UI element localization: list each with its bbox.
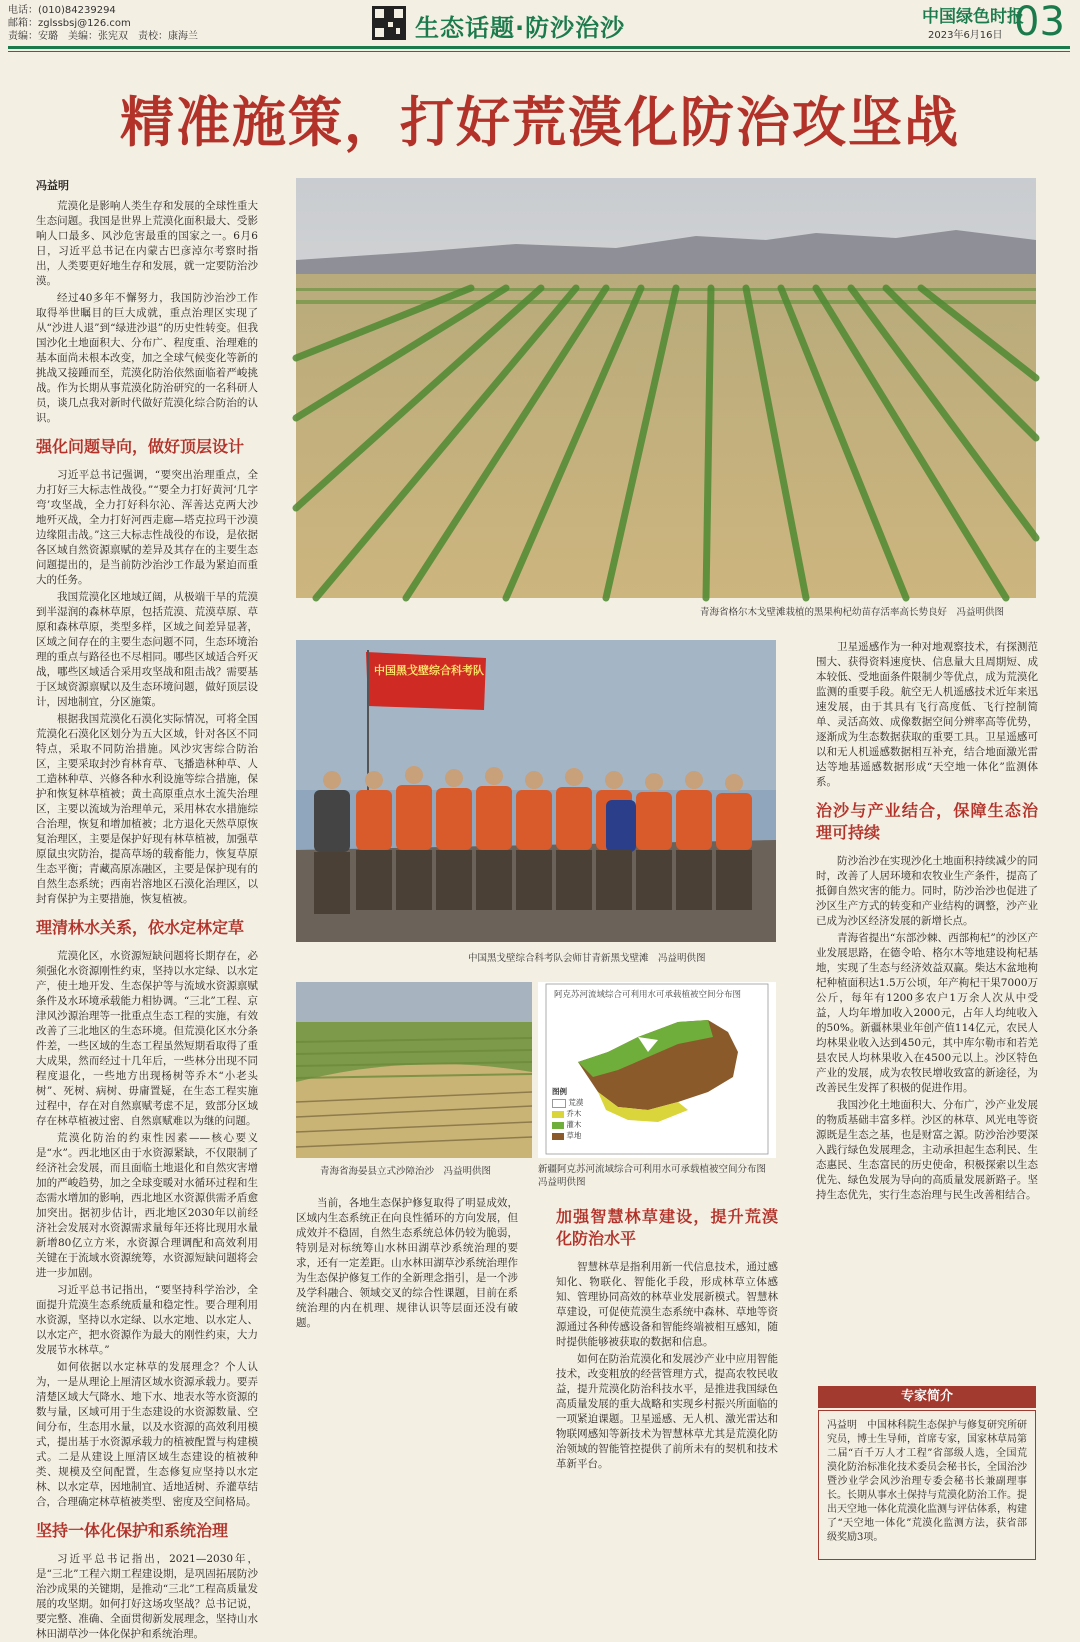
paragraph: 我国荒漠化区地域辽阔，从极端干旱的荒漠到半湿润的森林草原，包括荒漠、荒漠草原、草原和森林草原，类型多样，区域之间差异显著，区域之间存在的主要生态问题不同，生态环境治理的重点与路径也不尽相同。哪些区域适合歼灭战，哪些区域适合采用攻坚战和阻击战？需要基于区域资源禀赋以及生态环境问题，做好顶层设计，因地制宜，分区施策。	[36, 591, 258, 708]
paragraph: 如何依据以水定林草的发展理念？个人认为，一是从理论上厘清区域水资源承载力。要弄清楚区域大气降水、地下水、地表水等水资源的数与量，区域可用于生态建设的水资源数量、空间分布，生态用水量，以及水资源的高效利用模式，提出基于水资源承载力的植被配置与构建模式。二是从建设上厘清区域生态建设的植被种类、规模及空间配置，生态修复应坚持以水定林、以水定草，因地制宜、适地适树、乔灌草结合，合理确定林草植被类型、密度及空间格局。	[36, 1361, 258, 1508]
map-legend	[552, 1086, 610, 1141]
photo-caption: 青海省格尔木戈壁滩栽植的黑果枸杞幼苗存活率高长势良好 冯益明供图	[700, 607, 1005, 618]
paragraph: 习近平总书记指出，“要坚持科学治沙，全面提升荒漠生态系统质量和稳定性。要合理利用水资源，坚持以水定绿、以水定地、以水定人、以水定产，把水资源作为最大的刚性约束，大力发展节水林草。”	[36, 1284, 258, 1356]
photo-caption: 新疆阿克苏河流域综合可利用水可承载植被空间分布图 冯益明供图	[538, 1164, 776, 1188]
text-column-3	[556, 1196, 778, 1566]
photo-sand-barrier	[296, 982, 532, 1158]
email: 邮箱：zglssbsj@126.com	[8, 18, 131, 29]
photo-goji-field	[296, 178, 1036, 598]
headline: 精准施策，打好荒漠化防治攻坚战	[120, 90, 960, 154]
text-column-2	[296, 1196, 518, 1566]
paragraph: 荒漠化区，水资源短缺问题将长期存在，必须强化水资源刚性约束，坚持以水定绿、以水定产，使土地开发、生态保护等与流域水资源禀赋条件及水环境承载能力相协调。“三北”工程、京津风沙源治理等一批重点生态工程的实施，有效改善了三北地区的生态环境。但荒漠化区水分条件差，一些区域的生态工程虽然短期看取得了重大成果，然而经过十几年后，一些林分出现不同程度退化，一些地方出现杨树等乔木“小老头树”、死树、病树、毋庸置疑，在生态工程实施过程中，存在对自然禀赋考虑不足，致部分区域存在林草植被过密、自然禀赋难以为继的问题。	[36, 950, 258, 1127]
paragraph: 经过40多年不懈努力，我国防沙治沙工作取得举世瞩目的巨大成就，重点治理区实现了从“沙进人退”到“绿进沙退”的历史性转变。但我国沙化土地面积大、分布广、程度重、治理难的基本面尚未根本改变，加之全球气候变化等新的挑战又接踵而至，荒漠化防治依然面临着严峻挑战。作为长期从事荒漠化防治研究的一名科研人员，谈几点我对新时代做好荒漠化综合防治的认识。	[36, 292, 258, 424]
map-title: 阿克苏河流域综合可利用水可承载植被空间分布图	[554, 990, 742, 1000]
legend-item	[552, 1108, 610, 1119]
paragraph: 我国沙化土地面积大、分布广，沙产业发展的物质基础丰富多样。沙区的林草、风光电等资源既是生态之基，也是财富之源。防沙治沙要深入践行绿色发展理念，主动承担起生态利民、生态惠民、生态富民的历史使命，积极探索以生态优先、绿色发展为导向的高质量发展新路子。坚持生态优先，实行生态治理与民生改善相结合。	[816, 1099, 1038, 1201]
section-title: 生态话题·防沙治沙	[415, 14, 626, 42]
legend-label: 乔木	[566, 1109, 582, 1118]
subheading: 加强智慧林草建设，提升荒漠化防治水平	[556, 1207, 778, 1248]
paragraph: 卫星遥感作为一种对地观察技术，有探测范围大、获得资料速度快、信息量大且周期短、成本较低、受地面条件限制少等优点，成为荒漠化监测的重要手段。航空无人机遥感技术近年来迅速发展，由于其具有飞行高度低、飞行控制简单、灵活高效、成像数据空间分辨率高等优势，逐渐成为生态数据获取的重要工具。卫星遥感可以和无人机遥感数据相互补充，结合地面激光雷达等地基遥感数据形成“天空地一体化”监测体系。	[816, 641, 1038, 788]
text-column-4	[816, 640, 1038, 1380]
masthead-info	[8, 4, 198, 43]
issue-date: 2023年6月16日	[928, 30, 1003, 41]
paragraph: 当前，各地生态保护修复取得了明显成效，区域内生态系统正在向良性循环的方向发展，但成效并不稳固，自然生态系统总体仍较为脆弱，特别是对标统筹山水林田湖草沙系统治理的要求，还有一定差距。山水林田湖草沙系统治理作为生态保护修复工作的全新理念指引，是一个涉及学科融合、领域交叉的综合性课题，目前在系统治理的内在机理、规律认识等层面还没有破题。	[296, 1197, 518, 1329]
qr-code-icon	[372, 6, 406, 40]
legend-label: 灌木	[566, 1120, 582, 1129]
legend-label: 荒漠	[568, 1098, 584, 1107]
author: 冯益明	[36, 179, 69, 192]
photo-caption: 青海省海晏县立式沙障治沙 冯益明供图	[320, 1166, 492, 1177]
header-rule	[8, 46, 1070, 49]
legend-item	[552, 1130, 610, 1141]
subheading: 理清林水关系，依水定林定草	[36, 918, 245, 937]
paragraph: 习近平总书记强调，“要突出治理重点，全力打好三大标志性战役。”“要全力打好黄河‘几字弯’攻坚战，全力打好科尔沁、浑善达克两大沙地歼灭战，全力打好河西走廊—塔克拉玛干沙漠边缘阻击战。”这三大标志性战役的布设，是依据各区域自然资源禀赋的差异及其存在的主要生态问题提出的，是当前防沙治沙工作最为紧迫而重大的任务。	[36, 469, 258, 586]
legend-item	[552, 1119, 610, 1130]
flag-text: 中国黑戈壁综合科考队	[374, 664, 484, 677]
subheading: 强化问题导向，做好顶层设计	[36, 437, 245, 456]
phone: 电话：(010)84239294	[8, 5, 116, 16]
paragraph: 根据我国荒漠化石漠化实际情况，可将全国荒漠化石漠化区划分为五大区域，针对各区不同特点，采取不同防治措施。风沙灾害综合防治区，主要采取封沙育林育草、飞播造林种草、人工造林种草、兴修各种水利设施等综合措施，保护和恢复林草植被；黄土高原重点水土流失治理区，主要以流域为治理单元，采用林农水措施综合治理，恢复和增加植被；北方退化天然草原恢复治理区，主要是保护好现有林草植被，加强草原鼠虫灾防治，提高草场的载畜能力，恢复草原生态平衡；青藏高原冻融区，主要是保护现有的自然生态系统；西南岩溶地区石漠化治理区，以封育保护为主要措施，恢复植被。	[36, 713, 258, 905]
subheading: 治沙与产业结合，保障生态治理可持续	[816, 801, 1038, 842]
paragraph: 防沙治沙在实现沙化土地面积持续减少的同时，改善了人居环境和农牧业生产条件，提高了抵御自然灾害的能力。同时，防沙治沙也促进了沙区生产方式的转变和产业结构的调整，沙产业已成为沙区经济发展的新增长点。	[816, 855, 1038, 927]
legend-item	[552, 1097, 610, 1108]
paragraph: 青海省提出“东部沙棘、西部枸杞”的沙区产业发展思路，在德令哈、格尔木等地建设枸杞基地，实现了生态与经济效益双赢。柴达木盆地枸杞种植面积达1.5万公顷，年产枸杞干果7000万公斤，每年有1200多农户1万余人次从中受益，人均年增加收入2000元，占年人均纯收入的50%。新疆林果业年创产值114亿元，农民人均林果业收入达到450元，其中库尔勒市和若羌县农民人均林果收入在4500元以上。沙区特色产业的发展，成为农牧民增收致富的新途径，为改善民生发挥了积极的促进作用。	[816, 932, 1038, 1094]
legend-title: 图例	[552, 1087, 567, 1096]
editors: 责编：安璐 美编：张宪双 责校：康海兰	[8, 31, 198, 42]
paper-name: 中国绿色时报	[922, 7, 1024, 27]
paragraph: 荒漠化防治的约束性因素——核心要义是“水”。西北地区由于水资源紧缺，不仅限制了经济社会发展，而且面临土地退化和自然灾害增加的严峻趋势，加之全球变暖对水循环过程和生态需水增加的影响，西北地区水资源供需矛盾愈加突出。据初步估计，西北地区2030年以前经济社会发展对水资源需求量每年还将比现用水量新增80亿立方米，水资源合理调配和高效利用关键在于流域水资源统筹，水资源短缺问题将会进一步加剧。	[36, 1132, 258, 1279]
expert-bio: 冯益明 中国林科院生态保护与修复研究所研究员，博士生导师，首席专家，国家林草局第二届“百千万人才工程”省部级人选，全国荒漠化防治标准化技术委员会秘书长，全国治沙暨沙业学会风沙治理专委会秘书长兼副理事长。长期从事水土保持与荒漠化防治工作。提出天空地一体化荒漠化监测与评估体系，构建了“天空地一体化”荒漠化监测方法，获省部级奖励3项。	[818, 1410, 1036, 1560]
legend-label: 草地	[566, 1131, 582, 1140]
subheading: 坚持一体化保护和系统治理	[36, 1521, 229, 1540]
page-number: 03	[1014, 0, 1065, 45]
photo-caption: 中国黑戈壁综合科考队会师甘青新黑戈壁滩 冯益明供图	[468, 953, 706, 964]
text-column-1	[36, 178, 258, 1640]
photo-expedition-team	[296, 640, 776, 942]
expert-heading: 专家简介	[818, 1386, 1036, 1408]
paragraph: 智慧林草是指利用新一代信息技术，通过感知化、物联化、智能化手段，形成林草立体感知、管理协同高效的林草业发展新模式。智慧林草建设，可促使荒漠生态系统中森林、草地等资源通过各种传感设备和智能终端被相互感知，随时提供能够被获取的数据和信息。	[556, 1261, 778, 1348]
paragraph: 习近平总书记指出，2021—2030年，是“三北”工程六期工程建设期，是巩固拓展防沙治沙成果的关键期，是推动“三北”工程高质量发展的攻坚期。如何打好这场攻坚战？总书记说，要完整、准确、全面贯彻新发展理念，坚持山水林田湖草沙一体化保护和系统治理。	[36, 1553, 258, 1640]
map-vegetation-distribution	[538, 982, 776, 1158]
header-rule-thin	[8, 51, 1070, 52]
paragraph: 如何在防治荒漠化和发展沙产业中应用智能技术，改变粗放的经营管理方式，提高农牧民收益，提升荒漠化防治科技水平，是推进我国绿色高质量发展的重大战略和实现乡村振兴所面临的一项紧迫课题。卫星遥感、无人机、激光雷达和物联网感知等新技术为智慧林草尤其是荒漠化防治领域的智能管控提供了前所未有的契机和技术革新平台。	[556, 1353, 778, 1470]
paragraph: 荒漠化是影响人类生存和发展的全球性重大生态问题。我国是世界上荒漠化面积最大、受影响人口最多、风沙危害最重的国家之一。6月6日，习近平总书记在内蒙古巴彦淖尔考察时指出，人类要更好地生存和发展，就一定要防治沙漠。	[36, 200, 258, 287]
